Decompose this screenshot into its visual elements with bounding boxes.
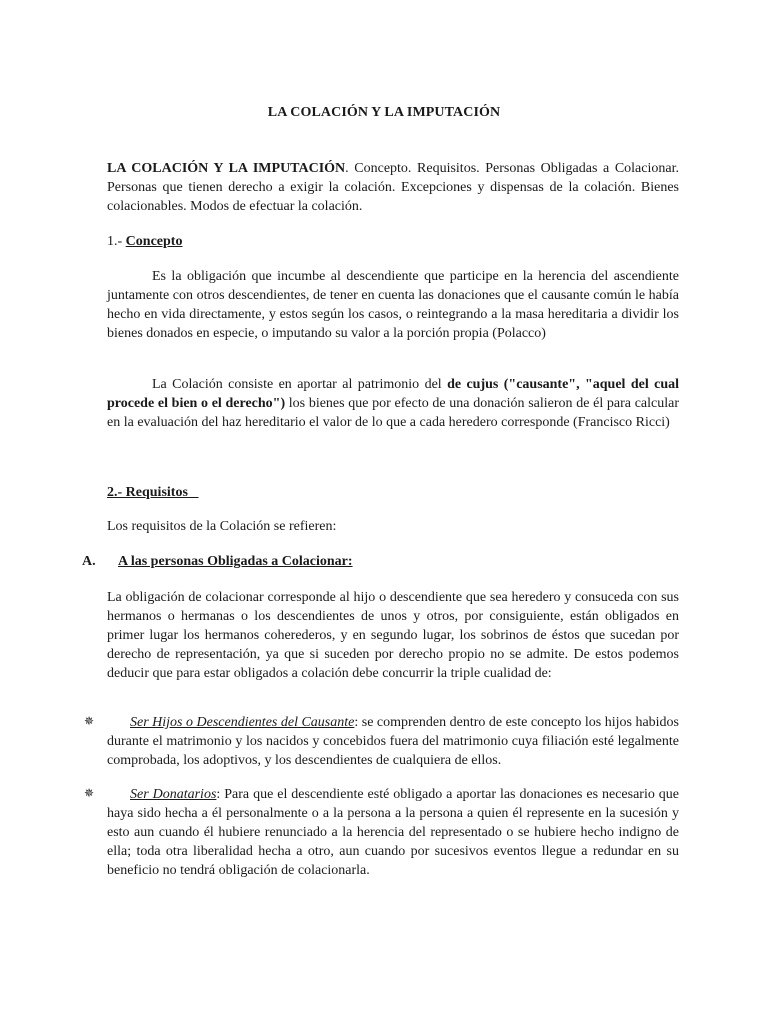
intro-paragraph — [107, 159, 679, 216]
intro-text: . Concepto. Requisitos. Personas Obligadas a Colacionar. Personas que tienen derecho a exigir la colación. Excepciones y dispensas de la colación. Bienes colacionables. Modos de efectuar la colación. — [107, 161, 679, 214]
concept-paragraph-2-end: los bienes que por efecto de una donación salieron de él para calcular en la evaluación del haz hereditario el valor de lo que a cada heredero corresponde (Francisco Ricci) — [107, 396, 679, 430]
bullet-1-label: Ser Hijos o Descendientes del Causante — [130, 715, 355, 730]
de-cujus-bold-text: de cujus ("causante", "aquel del cual procede el bien o el derecho") — [107, 377, 679, 411]
bullet-star-icon: ✵ — [84, 714, 95, 728]
intro-bold-heading: LA COLACIÓN Y LA IMPUTACIÓN — [107, 161, 346, 176]
section-2-heading — [107, 483, 679, 502]
section-2-title: 2.- Requisitos — [107, 485, 188, 500]
requirements-intro: Los requisitos de la Colación se refieren: — [107, 519, 337, 534]
section-a-heading — [82, 552, 353, 571]
document-title: LA COLACIÓN Y LA IMPUTACIÓN — [267, 105, 501, 120]
bullet-item-descendientes — [107, 713, 679, 770]
section-2-trailing-underscore: _ — [187, 485, 199, 500]
section-a-letter: A. — [82, 554, 96, 569]
concept-paragraph-1: Es la obligación que incumbe al descendiente que participe en la herencia del ascendiente juntamente con otros descendientes, de tener en cuenta las donaciones que el causante común le había hecho en vida directamente, y estos según los casos, o reintegrando a la masa hereditaria a dividir los bienes donados en especie, o imputando su valor a la porción propia (Polacco) — [107, 269, 679, 341]
bullet-item-donatarios — [107, 785, 679, 880]
bullet-1-text: : se comprenden dentro de este concepto los hijos habidos durante el matrimonio y los nacidos y concebidos fuera del matrimonio cuya filiación esté legalmente comprobada, los adoptivos, y los descendientes de cualquiera de ellos. — [107, 715, 679, 768]
bullet-2-text: : Para que el descendiente esté obligado a aportar las donaciones es necesario que haya sido hecha a él personalmente o a la persona a la persona a quien él represente en la sucesión y esto aun cuando él hubiere renunciado a la herencia del representado o se hubiere hecho indigno de ella; toda otra liberalidad hecha a otro, aun cuando por sucesivos eventos llegue a redundar en su beneficio no tendrá obligación de colacionarla. — [107, 787, 679, 878]
section-1-heading — [107, 232, 679, 251]
section-a-title: A las personas Obligadas a Colacionar: — [118, 554, 353, 569]
obligation-paragraph: La obligación de colacionar corresponde al hijo o descendiente que sea heredero y consuceda con sus hermanos o hermanas o los descendientes de unos y otros, por consiguiente, están obligados en primer lugar los hermanos coherederos, y en segundo lugar, los sobrinos de éstos que sucedan por derecho de representación, ya que si suceden por derecho propio no se admite. De estos podemos deducir que para estar obligados a colación debe concurrir la triple cualidad de: — [107, 590, 679, 681]
section-1-title: Concepto — [125, 234, 183, 249]
concept-paragraph-2-start: La Colación consiste en aportar al patrimonio del — [152, 377, 448, 392]
bullet-2-label: Ser Donatarios — [130, 787, 217, 802]
bullet-star-icon: ✵ — [84, 786, 95, 800]
section-1-number: 1.- — [107, 234, 126, 249]
concept-paragraph-2 — [107, 375, 679, 432]
